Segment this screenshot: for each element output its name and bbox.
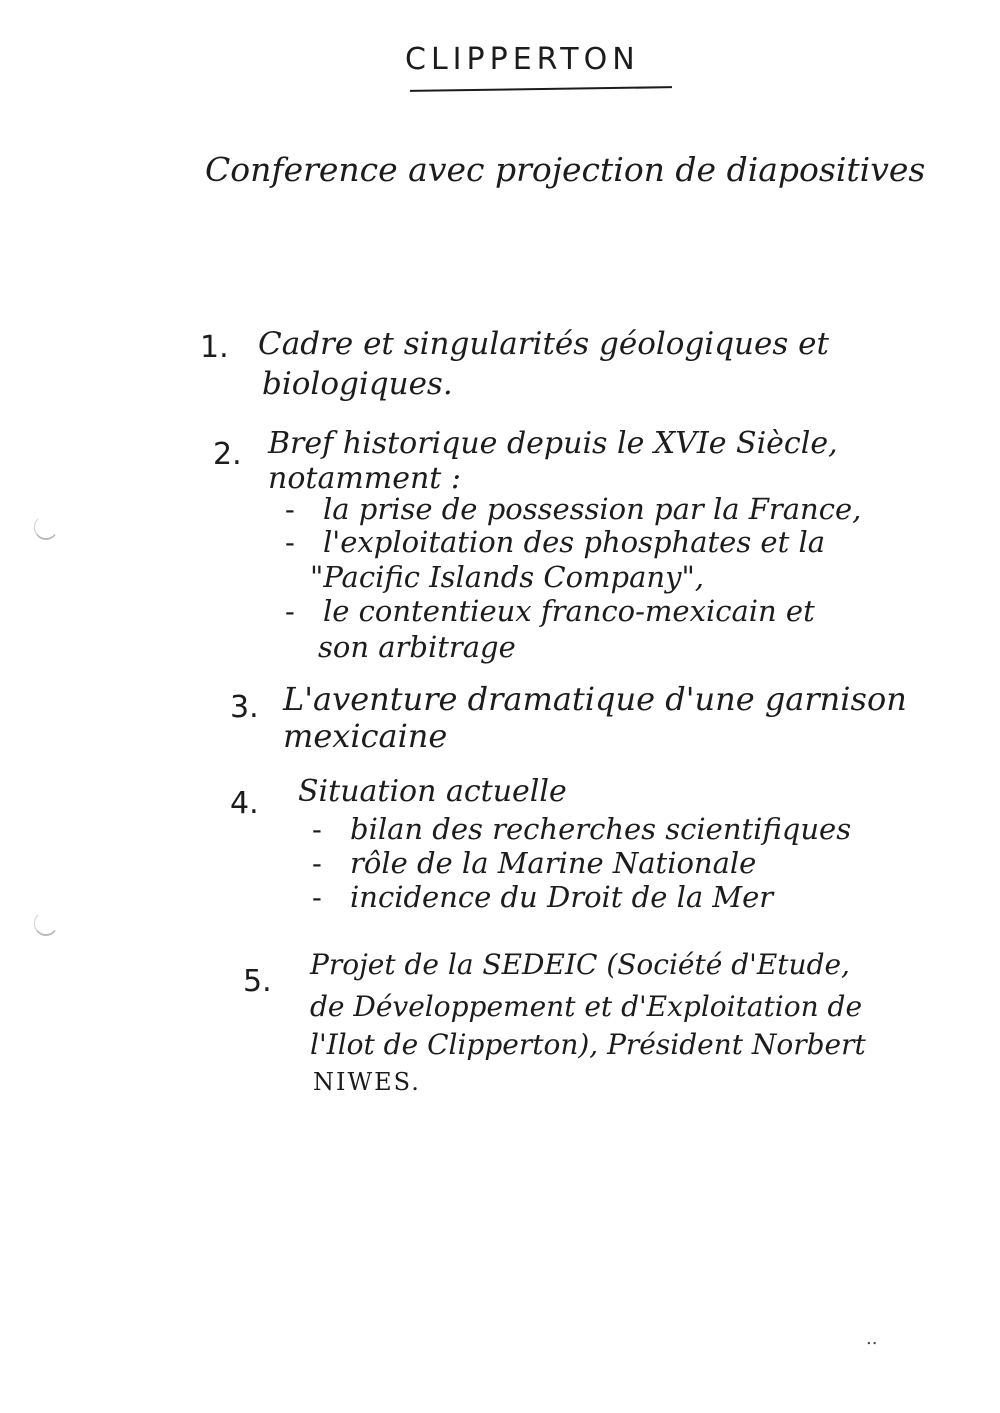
dash: - [312,812,322,846]
item-4-line-1: Situation actuelle [298,774,567,809]
item-2-bullet-2: - l'exploitation des phosphates et la [285,525,826,559]
item-3-number: 3. [230,690,259,725]
item-4-bullet-2: - rôle de la Marine Nationale [312,846,757,880]
punch-hole-mark [34,515,58,540]
item-5-number: 5. [243,964,272,999]
item-2-number: 2. [213,437,242,472]
dash: - [285,525,295,559]
item-1-number: 1. [200,330,229,365]
punch-hole-mark [34,911,58,936]
page-subtitle: Conference avec projection de diapositives [205,150,926,189]
item-2-bullet-1: - la prise de possession par la France, [285,492,862,526]
item-4-bullet-3: - incidence du Droit de la Mer [312,880,774,914]
item-4-number: 4. [230,786,259,821]
item-5-line-4: NIWES. [313,1068,421,1096]
dash: - [312,846,322,880]
item-3-line-1: L'aventure dramatique d'une garnison [283,680,907,718]
page-title: CLIPPERTON [405,42,640,77]
item-1-line-1: Cadre et singularités géologiques et [258,326,829,362]
item-3-line-2: mexicaine [283,717,448,755]
corner-dots: .. [866,1328,878,1349]
dash: - [312,880,322,914]
item-4-bullet-1: - bilan des recherches scientifiques [312,812,852,846]
dash: - [285,594,295,628]
item-2-bullet-2-cont: "Pacific Islands Company", [310,560,705,594]
item-2-line-2: notamment : [268,461,461,496]
item-5-line-1: Projet de la SEDEIC (Société d'Etude, [310,948,850,981]
item-5-line-2: de Développement et d'Exploitation de [310,990,863,1023]
item-2-bullet-3-cont: son arbitrage [318,630,516,664]
item-2-line-1: Bref historique depuis le XVIe Siècle, [268,426,838,461]
title-underline [410,86,672,92]
item-5-line-3: l'Ilot de Clipperton), Président Norbert [310,1028,866,1061]
item-1-line-2: biologiques. [262,366,453,402]
dash: - [285,492,295,526]
item-2-bullet-3: - le contentieux franco-mexicain et [285,594,815,628]
